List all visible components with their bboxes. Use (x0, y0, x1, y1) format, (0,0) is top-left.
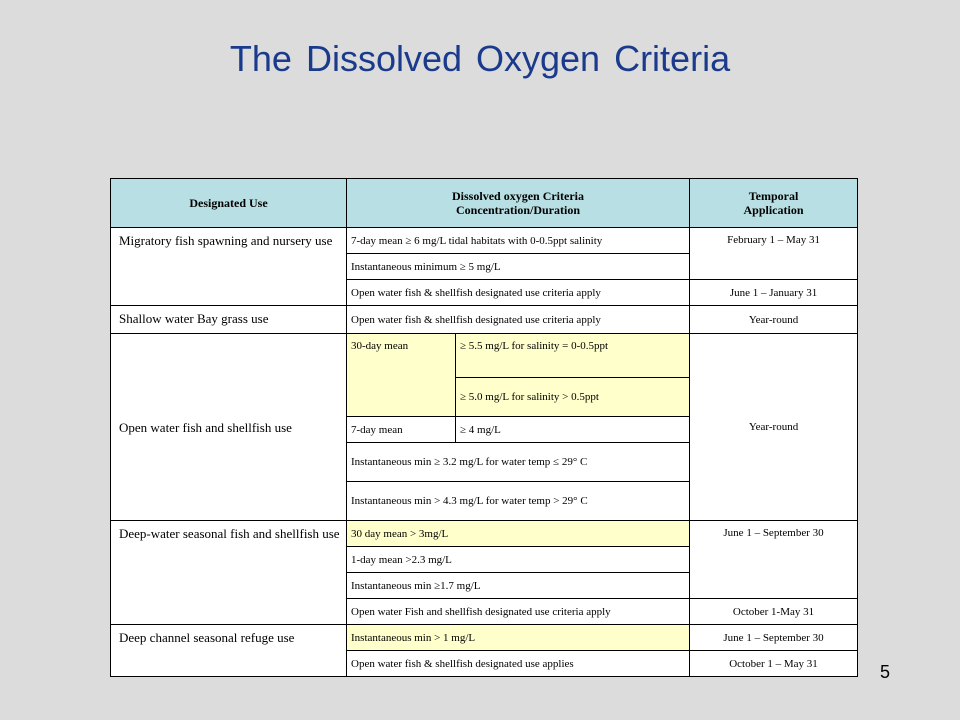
use-deep-water: Deep-water seasonal fish and shellfish use (111, 521, 347, 625)
table-row (111, 334, 858, 378)
criteria-cell: 1-day mean >2.3 mg/L (347, 547, 690, 573)
temporal-cell: Year-round (690, 334, 858, 521)
table-row (111, 625, 858, 651)
header-temporal: Temporal Application (690, 179, 858, 228)
criteria-cell: Open water fish & shellfish designated use applies (347, 651, 690, 677)
do-criteria-table (110, 178, 858, 677)
slide-number: 5 (879, 662, 890, 682)
criteria-cell: Instantaneous min ≥1.7 mg/L (347, 573, 690, 599)
temporal-cell: June 1 – September 30 (690, 625, 858, 651)
criteria-cell: Instantaneous min > 1 mg/L (347, 625, 690, 651)
slide-title: The Dissolved Oxygen Criteria (229, 38, 731, 79)
table-row (111, 521, 858, 547)
criteria-cell: ≥ 5.0 mg/L for salinity > 0.5ppt (456, 378, 690, 417)
temporal-cell: June 1 – September 30 (690, 521, 858, 599)
criteria-cell: Instantaneous minimum ≥ 5 mg/L (347, 254, 690, 280)
use-shallow: Shallow water Bay grass use (111, 306, 347, 334)
criteria-cell: Instantaneous min > 4.3 mg/L for water temp > 29° C (347, 482, 690, 521)
temporal-cell: Year-round (690, 306, 858, 334)
temporal-cell: October 1 – May 31 (690, 651, 858, 677)
temporal-cell: October 1-May 31 (690, 599, 858, 625)
header-criteria: Dissolved oxygen Criteria Concentration/Duration (347, 179, 690, 228)
temporal-cell: June 1 – January 31 (690, 280, 858, 306)
criteria-cell: Open water Fish and shellfish designated use criteria apply (347, 599, 690, 625)
table-row (111, 306, 858, 334)
use-open-water: Open water fish and shellfish use (111, 334, 347, 521)
criteria-cell: ≥ 4 mg/L (456, 417, 690, 443)
criteria-cell: Open water fish & shellfish designated use criteria apply (347, 280, 690, 306)
criteria-label-7day: 7-day mean (347, 417, 456, 443)
table-row (111, 228, 858, 254)
criteria-label-30day: 30-day mean (347, 334, 456, 417)
criteria-cell: 7-day mean ≥ 6 mg/L tidal habitats with 0-0.5ppt salinity (347, 228, 690, 254)
table-header-row (111, 179, 858, 228)
header-designated-use: Designated Use (111, 179, 347, 228)
criteria-cell: ≥ 5.5 mg/L for salinity = 0-0.5ppt (456, 334, 690, 378)
use-deep-channel: Deep channel seasonal refuge use (111, 625, 347, 677)
temporal-cell: February 1 – May 31 (690, 228, 858, 280)
criteria-cell: Instantaneous min ≥ 3.2 mg/L for water temp ≤ 29° C (347, 443, 690, 482)
criteria-cell: 30 day mean > 3mg/L (347, 521, 690, 547)
use-migratory: Migratory fish spawning and nursery use (111, 228, 347, 306)
criteria-cell: Open water fish & shellfish designated use criteria apply (347, 306, 690, 334)
